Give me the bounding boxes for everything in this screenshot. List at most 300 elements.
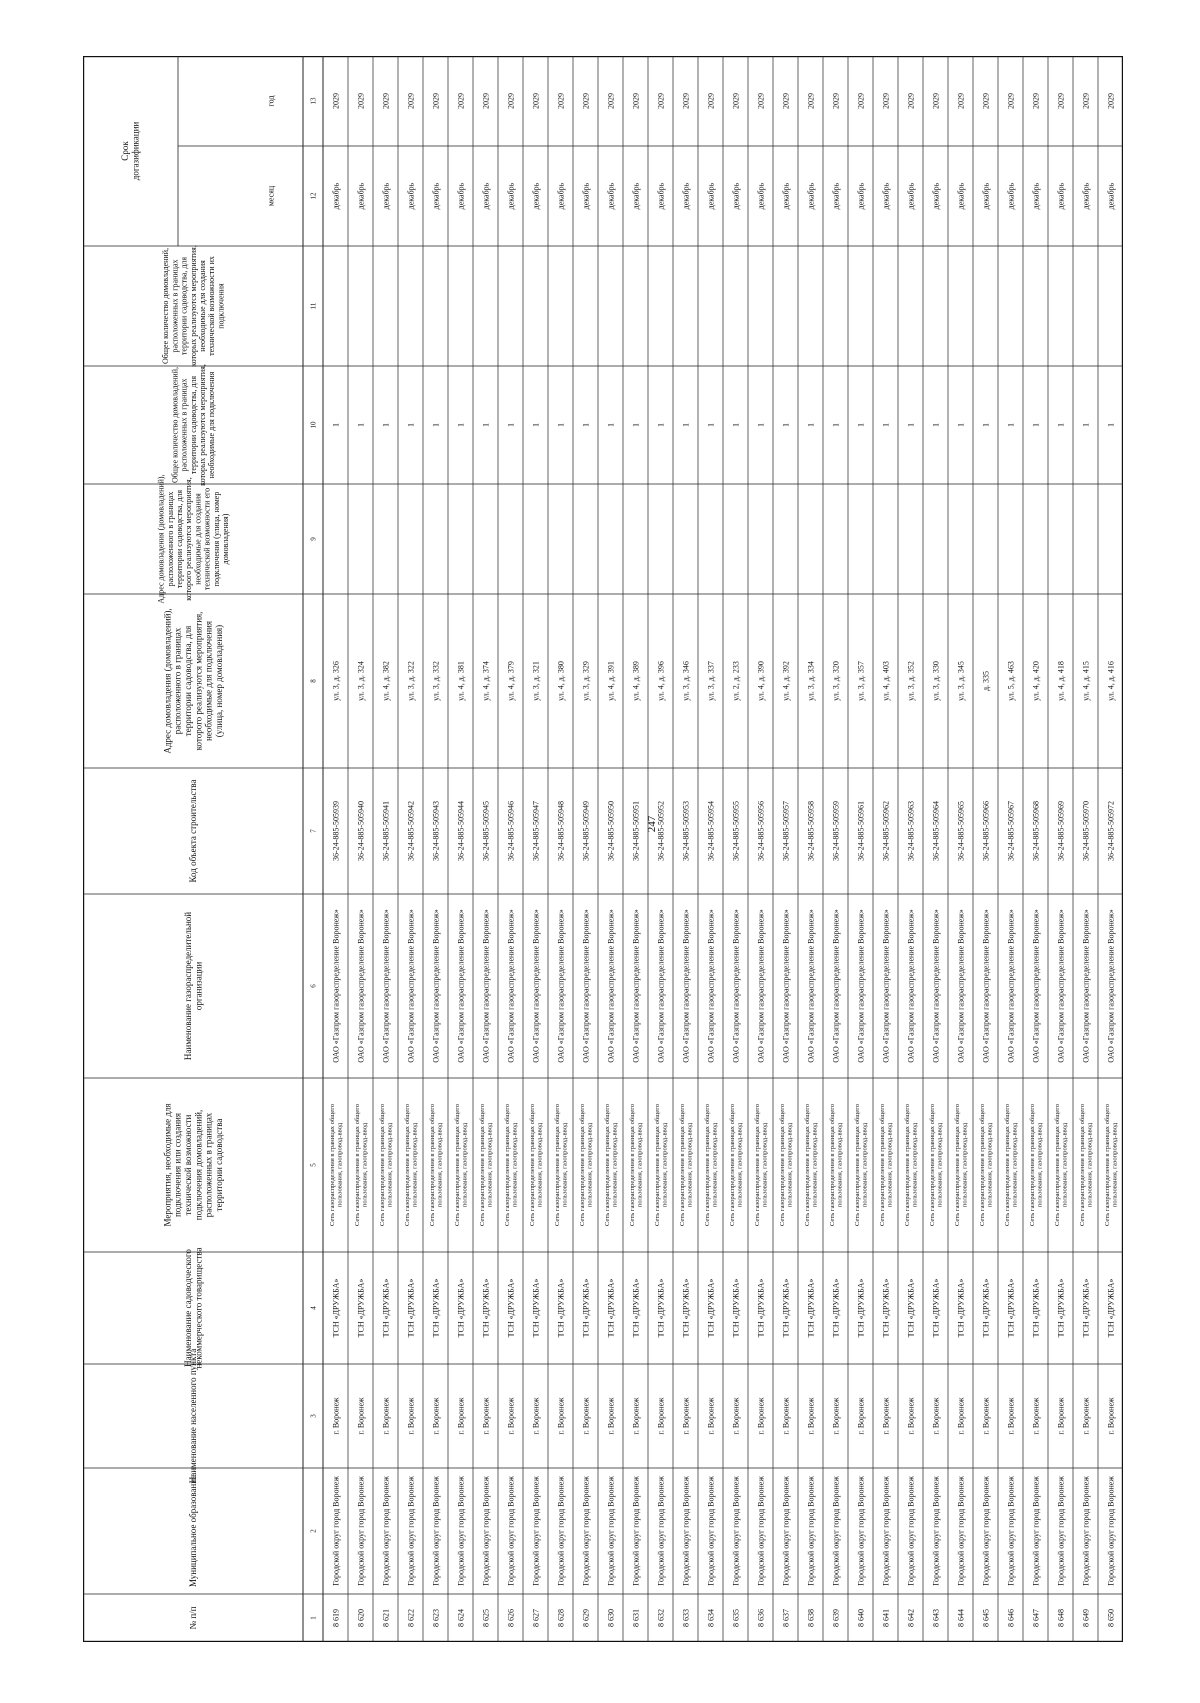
cell-tsn: ТСН «ДРУЖБА» [556, 1278, 566, 1338]
cell-tsn: ТСН «ДРУЖБА» [656, 1278, 666, 1338]
cell-no: 8 621 [381, 1609, 391, 1627]
cell-code: 36-24-885-505967 [1006, 801, 1016, 861]
cell-no: 8 639 [831, 1609, 841, 1627]
cell-tsn: ТСН «ДРУЖБА» [1056, 1278, 1066, 1338]
cell-org: ОАО «Газпром газораспределение Воронеж» [481, 909, 491, 1063]
cell-year: 2029 [881, 93, 891, 109]
cell-code: 36-24-885-505963 [906, 801, 916, 861]
cell-measure: Сеть газораспределения в границах общегопользования, газопровод-ввод [379, 1103, 394, 1227]
cell-addr: ул. 4, д. 391 [606, 661, 616, 701]
cell-cnt: 1 [1106, 423, 1116, 427]
cell-month: декабрь [681, 182, 691, 210]
cell-measure: Сеть газораспределения в границах общегопользования, газопровод-ввод [354, 1103, 369, 1227]
cell-org: ОАО «Газпром газораспределение Воронеж» [656, 909, 666, 1063]
cell-org: ОАО «Газпром газораспределение Воронеж» [356, 909, 366, 1063]
cell-year: 2029 [706, 93, 716, 109]
cell-year: 2029 [781, 93, 791, 109]
cell-mun: Городской округ город Воронеж [856, 1476, 866, 1586]
cell-city: г. Воронеж [756, 1397, 766, 1435]
cell-month: декабрь [856, 182, 866, 210]
cell-city: г. Воронеж [706, 1397, 716, 1435]
cell-org: ОАО «Газпром газораспределение Воронеж» [556, 909, 566, 1063]
cell-no: 8 637 [781, 1609, 791, 1627]
cell-tsn: ТСН «ДРУЖБА» [881, 1278, 891, 1338]
cell-measure: Сеть газораспределения в границах общегопользования, газопровод-ввод [529, 1103, 544, 1227]
cell-org: ОАО «Газпром газораспределение Воронеж» [756, 909, 766, 1063]
cell-measure: Сеть газораспределения в границах общегопользования, газопровод-ввод [704, 1103, 719, 1227]
cell-city: г. Воронеж [806, 1397, 816, 1435]
cell-month: декабрь [481, 182, 491, 210]
cell-mun: Городской округ город Воронеж [331, 1476, 341, 1586]
cell-addr: ул. 3, д. 322 [406, 661, 416, 701]
cell-year: 2029 [1081, 93, 1091, 109]
cell-measure: Сеть газораспределения в границах общегопользования, газопровод-ввод [1054, 1103, 1069, 1227]
cell-mun: Городской округ город Воронеж [606, 1476, 616, 1586]
cell-measure: Сеть газораспределения в границах общегопользования, газопровод-ввод [804, 1103, 819, 1227]
cell-year: 2029 [981, 93, 991, 109]
cell-addr: ул. 4, д. 416 [1106, 661, 1116, 701]
cell-month: декабрь [881, 182, 891, 210]
cell-tsn: ТСН «ДРУЖБА» [1081, 1278, 1091, 1338]
cell-month: декабрь [831, 182, 841, 210]
cell-mun: Городской округ город Воронеж [406, 1476, 416, 1586]
cell-addr: ул. 4, д. 381 [456, 661, 466, 701]
cell-code: 36-24-885-505947 [531, 801, 541, 861]
cell-month: декабрь [1106, 182, 1116, 210]
cell-mun: Городской округ город Воронеж [731, 1476, 741, 1586]
cell-mun: Городской округ город Воронеж [531, 1476, 541, 1586]
cell-code: 36-24-885-505952 [656, 801, 666, 861]
cell-cnt: 1 [406, 423, 416, 427]
cell-addr: ул. 3, д. 352 [906, 661, 916, 701]
column-number-13: 13 [309, 97, 318, 105]
cell-no: 8 626 [506, 1609, 516, 1627]
cell-org: ОАО «Газпром газораспределение Воронеж» [881, 909, 891, 1063]
cell-no: 8 627 [531, 1609, 541, 1627]
cell-city: г. Воронеж [431, 1397, 441, 1435]
cell-code: 36-24-885-505946 [506, 801, 516, 861]
cell-month: декабрь [1006, 182, 1016, 210]
cell-code: 36-24-885-505949 [581, 801, 591, 861]
cell-year: 2029 [581, 93, 591, 109]
column-number-9: 9 [309, 537, 318, 541]
cell-no: 8 634 [706, 1609, 716, 1627]
column-number-12: 12 [309, 192, 318, 200]
cell-year: 2029 [1106, 93, 1116, 109]
cell-no: 8 646 [1006, 1609, 1016, 1627]
cell-no: 8 645 [981, 1609, 991, 1627]
cell-city: г. Воронеж [831, 1397, 841, 1435]
column-number-11: 11 [309, 302, 318, 310]
cell-addr: ул. 4, д. 418 [1056, 661, 1066, 701]
cell-year: 2029 [531, 93, 541, 109]
cell-city: г. Воронеж [581, 1397, 591, 1435]
cell-month: декабрь [331, 182, 341, 210]
cell-month: декабрь [456, 182, 466, 210]
cell-city: г. Воронеж [606, 1397, 616, 1435]
cell-month: декабрь [956, 182, 966, 210]
cell-measure: Сеть газораспределения в границах общегопользования, газопровод-ввод [429, 1103, 444, 1227]
cell-addr: д. 335 [981, 670, 991, 692]
cell-cnt: 1 [606, 423, 616, 427]
cell-city: г. Воронеж [631, 1397, 641, 1435]
cell-addr: ул. 3, д. 345 [956, 661, 966, 701]
cell-no: 8 647 [1031, 1609, 1041, 1627]
cell-year: 2029 [606, 93, 616, 109]
cell-measure: Сеть газораспределения в границах общегопользования, газопровод-ввод [729, 1103, 744, 1227]
cell-tsn: ТСН «ДРУЖБА» [706, 1278, 716, 1338]
column-number-8: 8 [309, 679, 318, 683]
cell-tsn: ТСН «ДРУЖБА» [756, 1278, 766, 1338]
cell-org: ОАО «Газпром газораспределение Воронеж» [581, 909, 591, 1063]
cell-org: ОАО «Газпром газораспределение Воронеж» [806, 909, 816, 1063]
cell-no: 8 641 [881, 1609, 891, 1627]
cell-no: 8 638 [806, 1609, 816, 1627]
cell-month: декабрь [906, 182, 916, 210]
cell-code: 36-24-885-505942 [406, 801, 416, 861]
cell-code: 36-24-885-505966 [981, 801, 991, 861]
cell-cnt: 1 [806, 423, 816, 427]
cell-no: 8 630 [606, 1609, 616, 1627]
cell-mun: Городской округ город Воронеж [556, 1476, 566, 1586]
cell-tsn: ТСН «ДРУЖБА» [456, 1278, 466, 1338]
cell-org: ОАО «Газпром газораспределение Воронеж» [1056, 909, 1066, 1063]
cell-tsn: ТСН «ДРУЖБА» [631, 1278, 641, 1338]
cell-addr: ул. 5, д. 463 [1006, 661, 1016, 701]
cell-tsn: ТСН «ДРУЖБА» [356, 1278, 366, 1338]
cell-year: 2029 [406, 93, 416, 109]
cell-tsn: ТСН «ДРУЖБА» [406, 1278, 416, 1338]
cell-org: ОАО «Газпром газораспределение Воронеж» [906, 909, 916, 1063]
cell-city: г. Воронеж [456, 1397, 466, 1435]
cell-cnt: 1 [731, 423, 741, 427]
cell-mun: Городской округ город Воронеж [1031, 1476, 1041, 1586]
cell-tsn: ТСН «ДРУЖБА» [1006, 1278, 1016, 1338]
cell-mun: Городской округ город Воронеж [706, 1476, 716, 1586]
cell-measure: Сеть газораспределения в границах общегопользования, газопровод-ввод [404, 1103, 419, 1227]
cell-year: 2029 [856, 93, 866, 109]
cell-city: г. Воронеж [656, 1397, 666, 1435]
cell-month: декабрь [756, 182, 766, 210]
cell-addr: ул. 3, д. 326 [331, 661, 341, 701]
cell-city: г. Воронеж [781, 1397, 791, 1435]
cell-code: 36-24-885-505948 [556, 801, 566, 861]
cell-org: ОАО «Газпром газораспределение Воронеж» [706, 909, 716, 1063]
cell-cnt: 1 [506, 423, 516, 427]
cell-month: декабрь [531, 182, 541, 210]
cell-cnt: 1 [1031, 423, 1041, 427]
cell-measure: Сеть газораспределения в границах общегопользования, газопровод-ввод [1029, 1103, 1044, 1227]
cell-mun: Городской округ город Воронеж [456, 1476, 466, 1586]
cell-year: 2029 [481, 93, 491, 109]
cell-code: 36-24-885-505959 [831, 801, 841, 861]
cell-addr: ул. 3, д. 346 [681, 661, 691, 701]
cell-code: 36-24-885-505970 [1081, 801, 1091, 861]
cell-month: декабрь [1081, 182, 1091, 210]
cell-org: ОАО «Газпром газораспределение Воронеж» [856, 909, 866, 1063]
cell-tsn: ТСН «ДРУЖБА» [581, 1278, 591, 1338]
cell-measure: Сеть газораспределения в границах общегопользования, газопровод-ввод [754, 1103, 769, 1227]
cell-city: г. Воронеж [1006, 1397, 1016, 1435]
cell-measure: Сеть газораспределения в границах общегопользования, газопровод-ввод [679, 1103, 694, 1227]
cell-code: 36-24-885-505961 [856, 801, 866, 861]
cell-no: 8 635 [731, 1609, 741, 1627]
cell-month: декабрь [731, 182, 741, 210]
cell-cnt: 1 [781, 423, 791, 427]
header-mun: Муниципальное образование [188, 1474, 199, 1588]
cell-measure: Сеть газораспределения в границах общегопользования, газопровод-ввод [979, 1103, 994, 1227]
cell-code: 36-24-885-505969 [1056, 801, 1066, 861]
cell-city: г. Воронеж [881, 1397, 891, 1435]
cell-city: г. Воронеж [981, 1397, 991, 1435]
cell-addr: ул. 4, д. 396 [656, 661, 666, 701]
cell-measure: Сеть газораспределения в границах общегопользования, газопровод-ввод [654, 1103, 669, 1227]
cell-no: 8 624 [456, 1609, 466, 1627]
cell-org: ОАО «Газпром газораспределение Воронеж» [406, 909, 416, 1063]
cell-city: г. Воронеж [1031, 1397, 1041, 1435]
cell-addr: ул. 3, д. 321 [531, 661, 541, 701]
cell-year: 2029 [731, 93, 741, 109]
cell-org: ОАО «Газпром газораспределение Воронеж» [1106, 909, 1116, 1063]
cell-measure: Сеть газораспределения в границах общегопользования, газопровод-ввод [1004, 1103, 1019, 1227]
cell-code: 36-24-885-505957 [781, 801, 791, 861]
cell-cnt: 1 [706, 423, 716, 427]
cell-year: 2029 [381, 93, 391, 109]
header-addr2: Адрес домовладения (домовладений),расположенного в границахтерритории садоводства, длякоторого реализуются мероприятия,необходимые для созданиятехнической возможности егоподключения (улица, номердомовладения) [156, 474, 230, 604]
cell-cnt: 1 [481, 423, 491, 427]
cell-no: 8 636 [756, 1609, 766, 1627]
cell-addr: ул. 4, д. 392 [781, 661, 791, 701]
header-org: Наименование газораспределительнойорганизации [182, 911, 204, 1061]
cell-mun: Городской округ город Воронеж [831, 1476, 841, 1586]
cell-measure: Сеть газораспределения в границах общегопользования, газопровод-ввод [479, 1103, 494, 1227]
cell-cnt: 1 [681, 423, 691, 427]
cell-city: г. Воронеж [906, 1397, 916, 1435]
cell-addr: ул. 3, д. 329 [581, 661, 591, 701]
cell-org: ОАО «Газпром газораспределение Воронеж» [381, 909, 391, 1063]
cell-org: ОАО «Газпром газораспределение Воронеж» [931, 909, 941, 1063]
cell-addr: ул. 4, д. 379 [506, 661, 516, 701]
cell-city: г. Воронеж [481, 1397, 491, 1435]
cell-city: г. Воронеж [681, 1397, 691, 1435]
cell-addr: ул. 4, д. 390 [756, 661, 766, 701]
cell-mun: Городской округ город Воронеж [906, 1476, 916, 1586]
table-border [84, 57, 1123, 1642]
cell-no: 8 625 [481, 1609, 491, 1627]
header-code: Код объекта строительства [188, 779, 199, 883]
cell-addr: ул. 4, д. 415 [1081, 661, 1091, 701]
column-number-4: 4 [309, 1306, 318, 1310]
cell-addr: ул. 3, д. 324 [356, 661, 366, 701]
cell-no: 8 640 [856, 1609, 866, 1627]
cell-tsn: ТСН «ДРУЖБА» [1106, 1278, 1116, 1338]
cell-cnt: 1 [906, 423, 916, 427]
cell-cnt: 1 [756, 423, 766, 427]
cell-measure: Сеть газораспределения в границах общегопользования, газопровод-ввод [329, 1103, 344, 1227]
cell-year: 2029 [1006, 93, 1016, 109]
cell-year: 2029 [556, 93, 566, 109]
header-month: месяц [266, 185, 276, 207]
cell-mun: Городской округ город Воронеж [1056, 1476, 1066, 1586]
cell-month: декабрь [406, 182, 416, 210]
cell-month: декабрь [556, 182, 566, 210]
cell-city: г. Воронеж [506, 1397, 516, 1435]
cell-addr: ул. 4, д. 380 [556, 661, 566, 701]
cell-month: декабрь [381, 182, 391, 210]
cell-tsn: ТСН «ДРУЖБА» [781, 1278, 791, 1338]
cell-year: 2029 [1031, 93, 1041, 109]
cell-org: ОАО «Газпром газораспределение Воронеж» [681, 909, 691, 1063]
cell-measure: Сеть газораспределения в границах общегопользования, газопровод-ввод [829, 1103, 844, 1227]
cell-no: 8 649 [1081, 1609, 1091, 1627]
cell-no: 8 629 [581, 1609, 591, 1627]
cell-year: 2029 [331, 93, 341, 109]
header-city: Наименование населенного пункта [188, 1348, 199, 1484]
cell-city: г. Воронеж [531, 1397, 541, 1435]
cell-month: декабрь [356, 182, 366, 210]
cell-code: 36-24-885-505958 [806, 801, 816, 861]
cell-cnt: 1 [881, 423, 891, 427]
cell-tsn: ТСН «ДРУЖБА» [831, 1278, 841, 1338]
cell-mun: Городской округ город Воронеж [356, 1476, 366, 1586]
cell-cnt: 1 [856, 423, 866, 427]
cell-org: ОАО «Газпром газораспределение Воронеж» [331, 909, 341, 1063]
cell-year: 2029 [906, 93, 916, 109]
cell-no: 8 642 [906, 1609, 916, 1627]
cell-no: 8 619 [331, 1609, 341, 1627]
cell-tsn: ТСН «ДРУЖБА» [606, 1278, 616, 1338]
cell-org: ОАО «Газпром газораспределение Воронеж» [956, 909, 966, 1063]
cell-year: 2029 [756, 93, 766, 109]
column-number-7: 7 [309, 829, 318, 833]
cell-addr: ул. 4, д. 374 [481, 661, 491, 701]
cell-city: г. Воронеж [406, 1397, 416, 1435]
cell-addr: ул. 3, д. 337 [706, 661, 716, 701]
header-term: Срокдогазификации [119, 121, 141, 181]
cell-mun: Городской округ город Воронеж [631, 1476, 641, 1586]
cell-no: 8 650 [1106, 1609, 1116, 1627]
cell-month: декабрь [1056, 182, 1066, 210]
cell-code: 36-24-885-505941 [381, 801, 391, 861]
cell-code: 36-24-885-505962 [881, 801, 891, 861]
cell-measure: Сеть газораспределения в границах общегопользования, газопровод-ввод [779, 1103, 794, 1227]
cell-code: 36-24-885-505953 [681, 801, 691, 861]
cell-mun: Городской округ город Воронеж [806, 1476, 816, 1586]
cell-addr: ул. 2, д. 233 [731, 661, 741, 701]
cell-org: ОАО «Газпром газораспределение Воронеж» [1006, 909, 1016, 1063]
column-number-1: 1 [309, 1616, 318, 1620]
cell-city: г. Воронеж [856, 1397, 866, 1435]
cell-tsn: ТСН «ДРУЖБА» [331, 1278, 341, 1338]
cell-cnt: 1 [831, 423, 841, 427]
cell-tsn: ТСН «ДРУЖБА» [956, 1278, 966, 1338]
cell-addr: ул. 3, д. 320 [831, 661, 841, 701]
cell-org: ОАО «Газпром газораспределение Воронеж» [456, 909, 466, 1063]
cell-addr: ул. 4, д. 382 [381, 661, 391, 701]
cell-measure: Сеть газораспределения в границах общегопользования, газопровод-ввод [454, 1103, 469, 1227]
cell-cnt: 1 [356, 423, 366, 427]
cell-mun: Городской округ город Воронеж [1006, 1476, 1016, 1586]
cell-cnt: 1 [931, 423, 941, 427]
cell-tsn: ТСН «ДРУЖБА» [481, 1278, 491, 1338]
cell-no: 8 631 [631, 1609, 641, 1627]
cell-addr: ул. 4, д. 403 [881, 661, 891, 701]
cell-measure: Сеть газораспределения в границах общегопользования, газопровод-ввод [929, 1103, 944, 1227]
cell-cnt: 1 [981, 423, 991, 427]
column-number-3: 3 [309, 1414, 318, 1418]
cell-tsn: ТСН «ДРУЖБА» [931, 1278, 941, 1338]
cell-city: г. Воронеж [556, 1397, 566, 1435]
cell-city: г. Воронеж [956, 1397, 966, 1435]
cell-addr: ул. 3, д. 334 [806, 661, 816, 701]
cell-tsn: ТСН «ДРУЖБА» [506, 1278, 516, 1338]
cell-no: 8 622 [406, 1609, 416, 1627]
cell-mun: Городской округ город Воронеж [656, 1476, 666, 1586]
cell-mun: Городской округ город Воронеж [956, 1476, 966, 1586]
cell-month: декабрь [1031, 182, 1041, 210]
cell-org: ОАО «Газпром газораспределение Воронеж» [731, 909, 741, 1063]
cell-no: 8 633 [681, 1609, 691, 1627]
cell-city: г. Воронеж [1081, 1397, 1091, 1435]
column-number-5: 5 [309, 1163, 318, 1167]
cell-mun: Городской округ город Воронеж [1106, 1476, 1116, 1586]
rotated-table-sheet [83, 56, 1123, 1642]
cell-cnt: 1 [631, 423, 641, 427]
cell-addr: ул. 4, д. 420 [1031, 661, 1041, 701]
cell-measure: Сеть газораспределения в границах общегопользования, газопровод-ввод [1079, 1103, 1094, 1227]
cell-year: 2029 [431, 93, 441, 109]
cell-cnt: 1 [331, 423, 341, 427]
cell-mun: Городской округ город Воронеж [431, 1476, 441, 1586]
header-tsn: Наименование садоводческогонекоммерческого товарищества [182, 1247, 204, 1369]
cell-month: декабрь [656, 182, 666, 210]
cell-code: 36-24-885-505955 [731, 801, 741, 861]
cell-measure: Сеть газораспределения в границах общегопользования, газопровод-ввод [1104, 1103, 1119, 1227]
cell-cnt: 1 [556, 423, 566, 427]
cell-tsn: ТСН «ДРУЖБА» [981, 1278, 991, 1338]
cell-code: 36-24-885-505950 [606, 801, 616, 861]
gasification-table [83, 56, 1123, 1642]
cell-code: 36-24-885-505956 [756, 801, 766, 861]
cell-code: 36-24-885-505939 [331, 801, 341, 861]
cell-code: 36-24-885-505945 [481, 801, 491, 861]
cell-month: декабрь [706, 182, 716, 210]
cell-cnt: 1 [1006, 423, 1016, 427]
cell-code: 36-24-885-505940 [356, 801, 366, 861]
header-cnt: Общее количество домовладений,расположенных в границахтерритории садоводства, длякоторых реализуются мероприятия,необходимые для подключения [170, 364, 217, 486]
cell-month: декабрь [606, 182, 616, 210]
cell-measure: Сеть газораспределения в границах общегопользования, газопровод-ввод [904, 1103, 919, 1227]
cell-city: г. Воронеж [1106, 1397, 1116, 1435]
cell-year: 2029 [356, 93, 366, 109]
cell-city: г. Воронеж [731, 1397, 741, 1435]
cell-city: г. Воронеж [931, 1397, 941, 1435]
cell-no: 8 648 [1056, 1609, 1066, 1627]
cell-code: 36-24-885-505964 [931, 801, 941, 861]
header-year: год [266, 95, 276, 107]
cell-month: декабрь [506, 182, 516, 210]
cell-measure: Сеть газораспределения в границах общегопользования, газопровод-ввод [554, 1103, 569, 1227]
cell-mun: Городской округ город Воронеж [506, 1476, 516, 1586]
column-number-2: 2 [309, 1529, 318, 1533]
cell-year: 2029 [456, 93, 466, 109]
cell-cnt: 1 [956, 423, 966, 427]
header-addr: Адрес домовладения (домовладений),расположенного в границахтерритории садоводства, длякоторого реализуются мероприятия,необходимые для подключения(улица, номер домовладения) [162, 608, 225, 754]
cell-org: ОАО «Газпром газораспределение Воронеж» [531, 909, 541, 1063]
cell-code: 36-24-885-505972 [1106, 801, 1116, 861]
cell-tsn: ТСН «ДРУЖБА» [1031, 1278, 1041, 1338]
cell-mun: Городской округ город Воронеж [781, 1476, 791, 1586]
